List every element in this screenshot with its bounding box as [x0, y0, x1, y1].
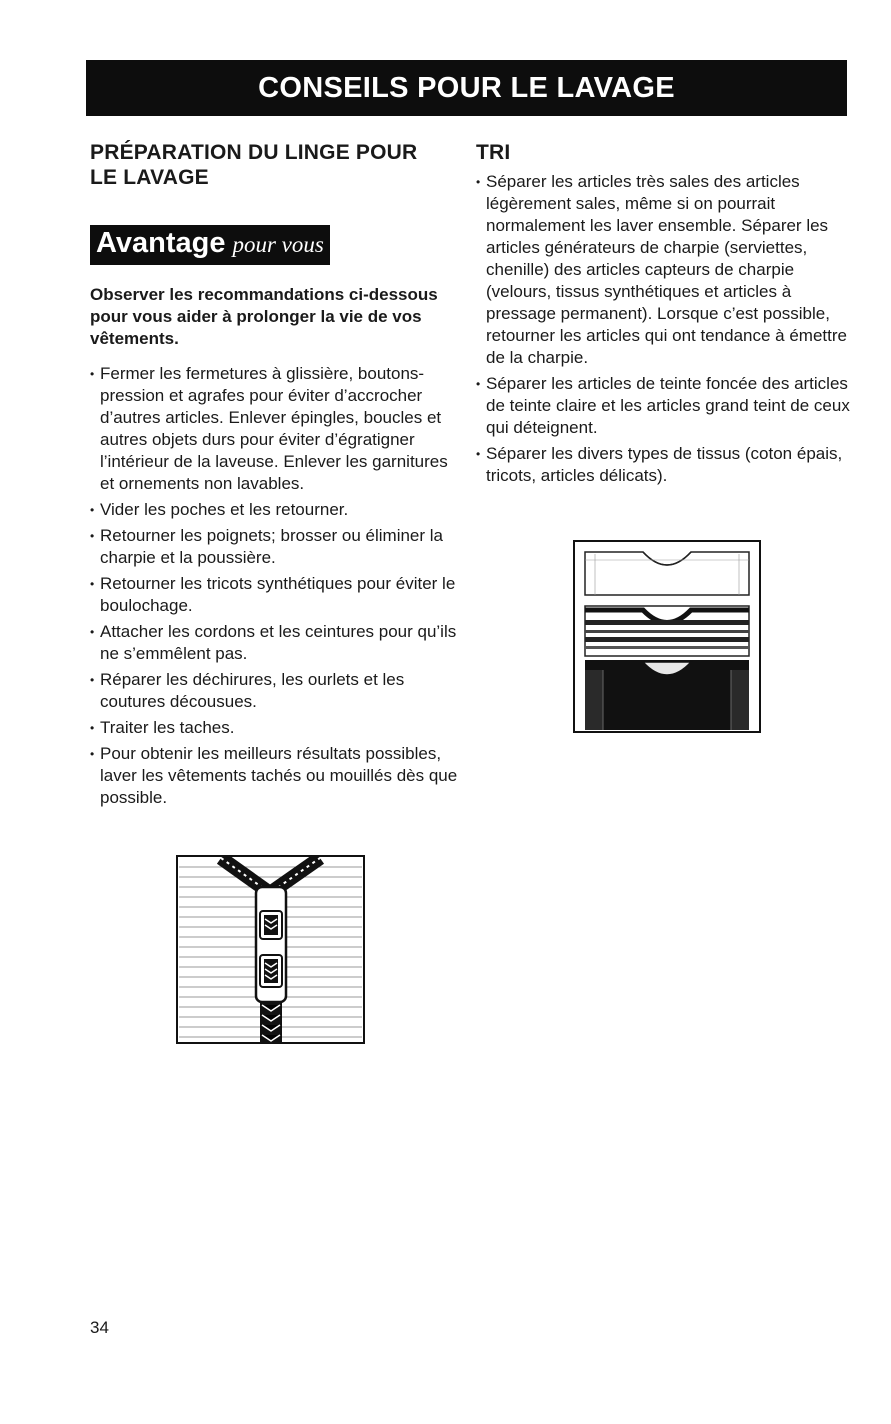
list-item: • Vider les poches et les retourner.: [90, 499, 462, 521]
right-column: [476, 140, 856, 491]
intro-text: Observer les recommandations ci-dessous pour vous aider à prolonger la vie de vos vêtements.: [90, 285, 438, 348]
stacked-shirts-illustration: [573, 540, 761, 733]
sorting-list: [476, 171, 856, 487]
page-banner: [86, 60, 847, 116]
list-item: • Fermer les fermetures à glissière, boutons-pression et agrafes pour éviter d’accrocher d’autres articles. Enlever épingles, boucles et autres objets durs pour éviter d’égratigner l’intérieur de la laveuse. Enlever les garnitures et ornements non lavables.: [90, 363, 462, 495]
page-number: 34: [90, 1318, 109, 1337]
list-item: • Traiter les taches.: [90, 717, 462, 739]
logo-word-pour-vous: pour vous: [232, 232, 324, 257]
heading-line-1: PRÉPARATION DU LINGE POUR: [90, 141, 418, 164]
list-item: • Retourner les poignets; brosser ou éliminer la charpie et la poussière.: [90, 525, 462, 569]
list-item: • Séparer les articles très sales des articles légèrement sales, même si on pourrait normalement les laver ensemble. Séparer les articles générateurs de charpie (serviettes, chenille) des articles capteurs de charpie (velours, tissus synthétiques et articles à pressage permanent). Lorsque c’est possible, retourner les articles qui ont tendance à émettre de la charpie.: [476, 171, 856, 369]
section-heading-preparation: [90, 140, 462, 190]
list-item: • Séparer les articles de teinte foncée des articles de teinte claire et les articles grand teint de ceux qui déteignent.: [476, 373, 856, 439]
preparation-list: [90, 363, 462, 809]
banner-title: CONSEILS POUR LE LAVAGE: [258, 71, 675, 104]
avantage-pour-vous-logo: [90, 225, 330, 265]
list-item: • Retourner les tricots synthétiques pour éviter le boulochage.: [90, 573, 462, 617]
list-item: • Séparer les divers types de tissus (coton épais, tricots, articles délicats).: [476, 443, 856, 487]
section-heading-tri: TRI: [476, 141, 511, 164]
logo-word-avantage: Avantage: [96, 227, 226, 259]
left-column: [90, 140, 462, 813]
zipper-illustration: [176, 855, 365, 1044]
list-item: • Réparer les déchirures, les ourlets et les coutures décousues.: [90, 669, 462, 713]
list-item: • Pour obtenir les meilleurs résultats possibles, laver les vêtements tachés ou mouillés dès que possible.: [90, 743, 462, 809]
heading-line-2: LE LAVAGE: [90, 166, 209, 189]
list-item: • Attacher les cordons et les ceintures pour qu’ils ne s’emmêlent pas.: [90, 621, 462, 665]
